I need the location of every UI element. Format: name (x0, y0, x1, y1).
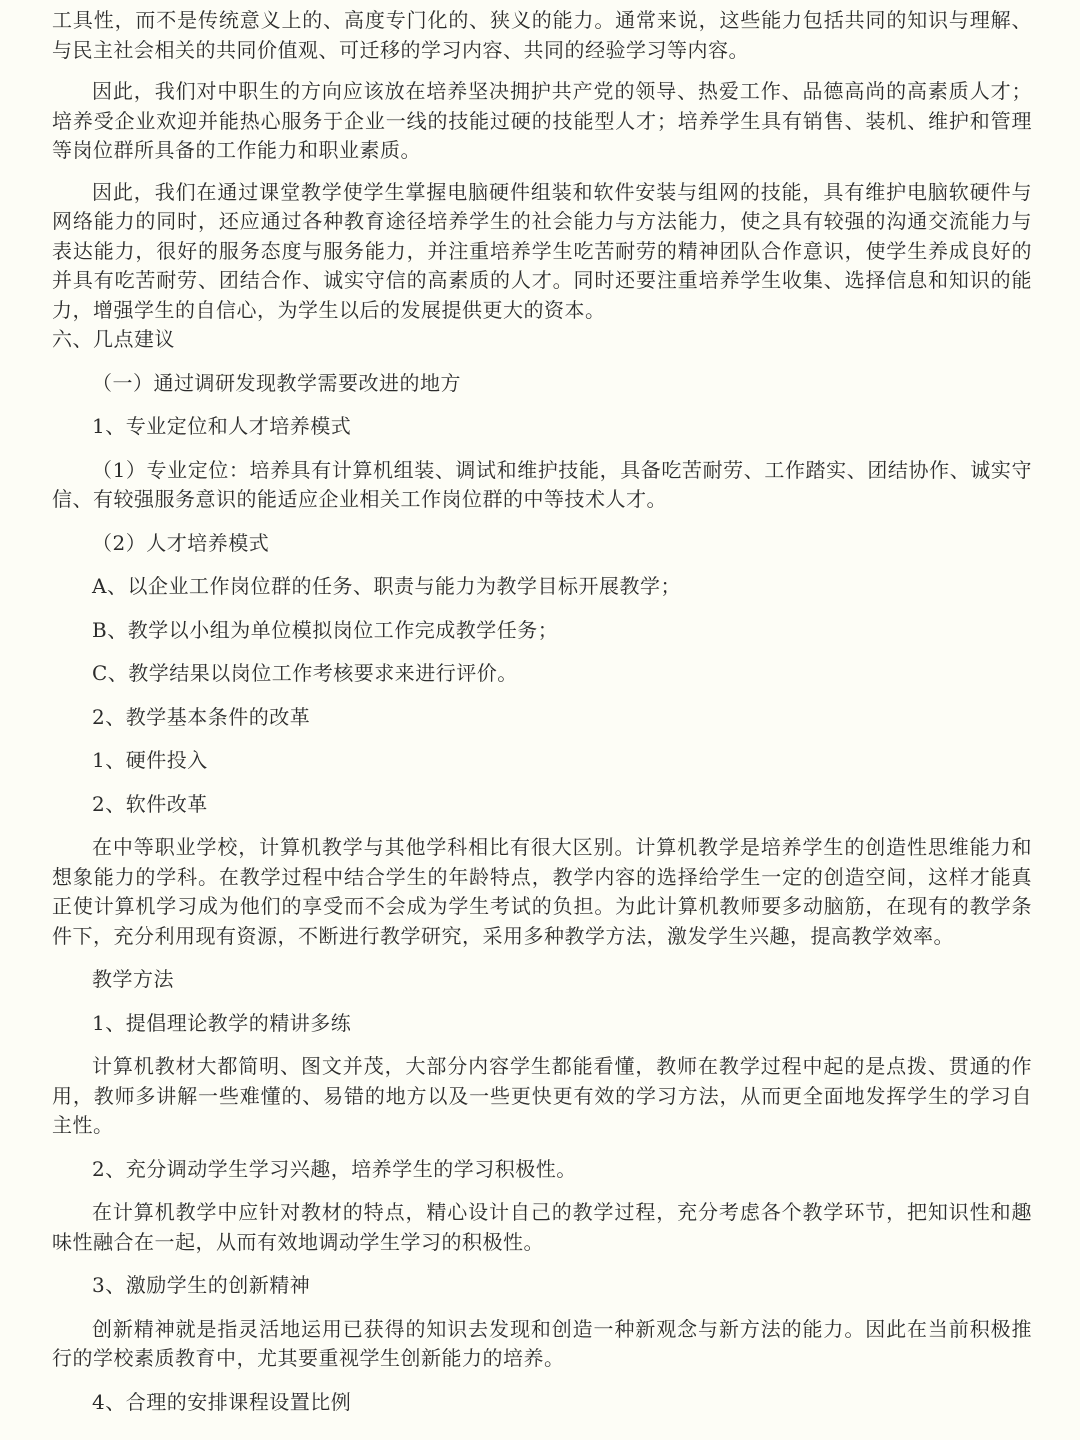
item-heading-training-mode: （2）人才培养模式 (92, 530, 270, 555)
list-item-b: B、教学以小组为单位模拟岗位工作完成教学任务； (92, 617, 559, 642)
item-heading-hardware: 1、硬件投入 (92, 748, 208, 772)
list-item-c: C、教学结果以岗位工作考核要求来进行评价。 (92, 661, 518, 685)
section-heading-suggestions: 六、几点建议 (52, 327, 175, 351)
paragraph-classroom-teaching: 因此，我们在通过课堂教学使学生掌握电脑硬件组装和软件安装与组网的技能，具有维护电脑软硬件与网络能力的同时，还应通过各种教育途径培养学生的社会能力与方法能力，使之具有较强的沟通交流能力与表达能力，很好的服务态度与服务能力，并注重培养学生吃苦耐劳的精神团队合作意识，使学生养成良好的并具有吃苦耐劳、团结合作、诚实守信的高素质的人才。同时还要注重培养学生收集、选择信息和知识的能力，增强学生的自信心，为学生以后的发展提供更大的资本。 (52, 179, 1032, 322)
item-heading-theory-practice: 1、提倡理论教学的精讲多练 (92, 1010, 352, 1035)
paragraph-interest: 在计算机教学中应针对教材的特点，精心设计自己的教学过程，充分考虑各个教学环节，把知识性和趣味性融合在一起，从而有效地调动学生学习的积极性。 (52, 1200, 1032, 1254)
item-heading-interest: 2、充分调动学生学习兴趣，培养学生的学习积极性。 (92, 1156, 577, 1181)
item-heading-innovation: 3、激励学生的创新精神 (92, 1273, 311, 1297)
item-heading-software: 2、软件改革 (92, 791, 208, 816)
item-heading-teaching-methods: 教学方法 (92, 967, 174, 991)
item-heading-course-ratio: 4、合理的安排课程设置比例 (92, 1389, 352, 1414)
paragraph-talent-direction: 因此，我们对中职生的方向应该放在培养坚决拥护共产党的领导、热爱工作、品德高尚的高素质人才；培养受企业欢迎并能热心服务于企业一线的技能过硬的技能型人才；培养学生具有销售、装机、维护和管理等岗位群所具备的工作能力和职业素质。 (52, 79, 1032, 162)
paragraph-professional-positioning: （1）专业定位：培养具有计算机组装、调试和维护技能，具备吃苦耐劳、工作踏实、团结协作、诚实守信、有较强服务意识的能适应企业相关工作岗位群的中等技术人才。 (52, 457, 1032, 511)
paragraph-textbooks: 计算机教材大都简明、图文并茂，大部分内容学生都能看懂，教师在教学过程中起的是点拨、贯通的作用，教师多讲解一些难懂的、易错的地方以及一些更快更有效的学习方法，从而更全面地发挥学生的学习自主性。 (52, 1054, 1032, 1137)
paragraph-continuation: 工具性，而不是传统意义上的、高度专门化的、狭义的能力。通常来说，这些能力包括共同的知识与理解、与民主社会相关的共同价值观、可迁移的学习内容、共同的经验学习等内容。 (52, 8, 1032, 62)
subsection-heading-improvements: （一）通过调研发现教学需要改进的地方 (92, 370, 461, 395)
paragraph-computer-teaching: 在中等职业学校，计算机教学与其他学科相比有很大区别。计算机教学是培养学生的创造性思维能力和想象能力的学科。在教学过程中结合学生的年龄特点，教学内容的选择给学生一定的创造空间，这样才能真正使计算机学习成为他们的享受而不会成为学生考试的负担。为此计算机教师要多动脑筋，在现有的教学条件下，充分利用现有资源，不断进行教学研究，采用多种教学方法，激发学生兴趣，提高教学效率。 (52, 835, 1032, 948)
paragraph-innovation: 创新精神就是指灵活地运用已获得的知识去发现和创造一种新观念与新方法的能力。因此在当前积极推行的学校素质教育中，尤其要重视学生创新能力的培养。 (52, 1316, 1032, 1370)
item-heading-positioning: 1、专业定位和人才培养模式 (92, 414, 352, 438)
item-heading-basic-conditions: 2、教学基本条件的改革 (92, 704, 311, 729)
list-item-a: A、以企业工作岗位群的任务、职责与能力为教学目标开展教学； (92, 574, 681, 598)
